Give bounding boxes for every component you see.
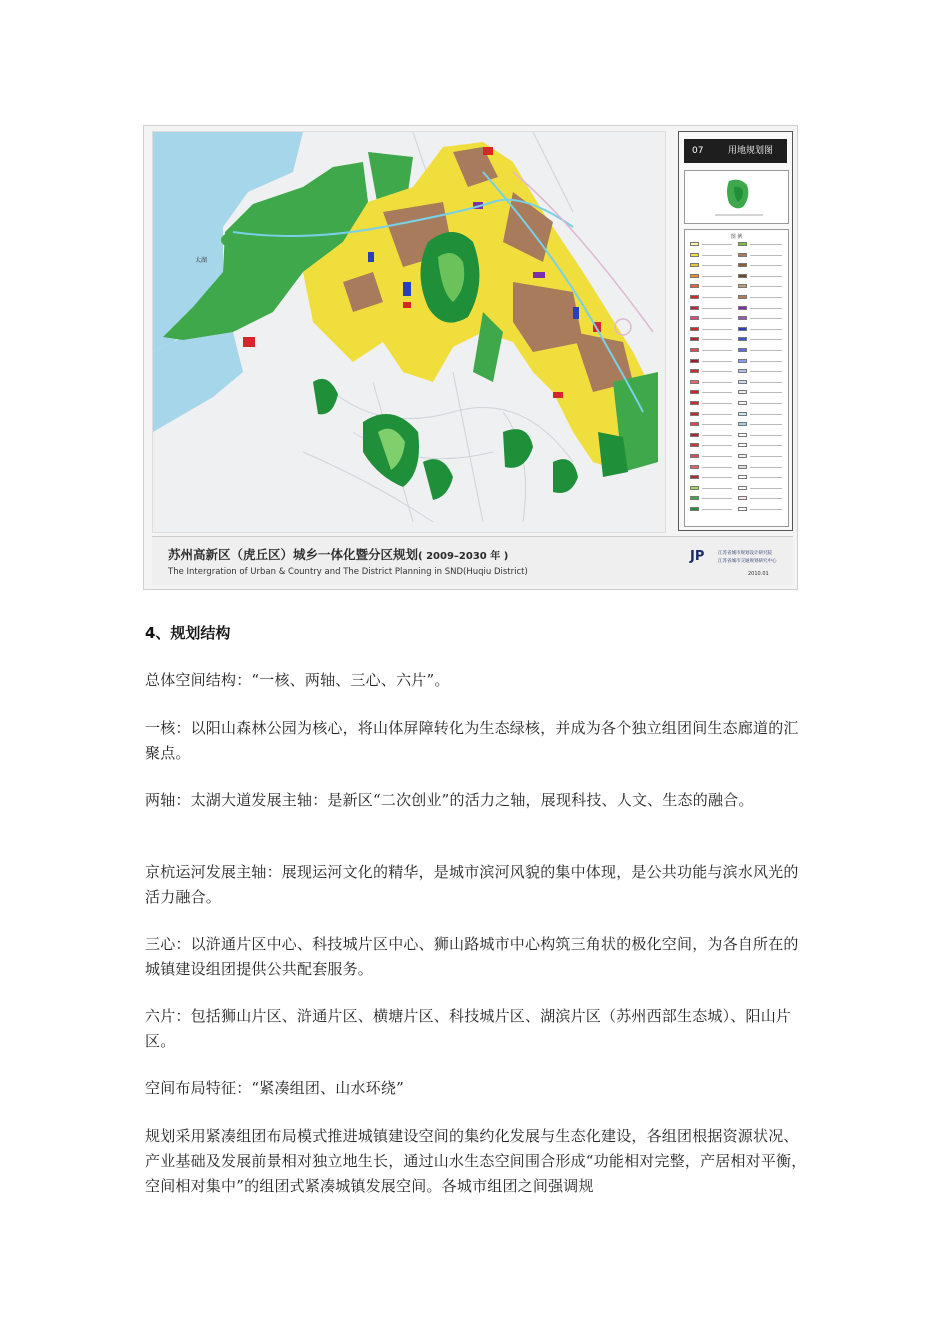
legend-label-line — [702, 339, 732, 340]
legend-swatch — [690, 380, 699, 384]
paragraph-overall-structure: 总体空间结构：“一核、两轴、三心、六片”。 — [145, 671, 450, 689]
legend-swatch — [738, 465, 747, 469]
legend-label-line — [750, 382, 782, 383]
legend-label-line — [702, 382, 732, 383]
legend-swatch — [738, 306, 747, 310]
legend-label-line — [750, 339, 782, 340]
legend-swatch — [738, 401, 747, 405]
org-name-1: 江苏省城市规划设计研究院 — [718, 551, 772, 556]
legend-label-line — [702, 477, 732, 478]
title-years: ( 2009–2030 年 ) — [418, 551, 509, 562]
legend-swatch — [690, 263, 699, 267]
legend-label-line — [702, 308, 732, 309]
legend-swatch — [738, 369, 747, 373]
legend-title: 图 例 — [730, 234, 743, 240]
legend-label-line — [750, 286, 782, 287]
legend-box — [684, 229, 789, 527]
legend-label-line — [702, 329, 732, 330]
legend-swatch — [690, 359, 699, 363]
legend-swatch — [690, 253, 699, 257]
legend-swatch — [690, 401, 699, 405]
legend-swatch — [738, 412, 747, 416]
legend-label-line — [702, 392, 732, 393]
paragraph-three-centers: 三心：以浒通片区中心、科技城片区中心、狮山路城市中心构筑三角状的极化空间，为各自所在的城镇建设组团提供公共配套服务。 — [145, 935, 799, 978]
legend-label-line — [750, 308, 782, 309]
legend-label-line — [750, 456, 782, 457]
legend-label-line — [702, 244, 732, 245]
legend-label-line — [702, 318, 732, 319]
legend-label-line — [702, 509, 732, 510]
legend-swatch — [738, 295, 747, 299]
legend-label-line — [702, 255, 732, 256]
legend-label-line — [702, 424, 732, 425]
legend-label-line — [750, 424, 782, 425]
legend-swatch — [690, 306, 699, 310]
legend-label-line — [702, 371, 732, 372]
figure-date: 2010.01 — [748, 571, 769, 577]
legend-swatch — [738, 274, 747, 278]
legend-label-line — [702, 276, 732, 277]
land-use-plan-figure — [143, 125, 798, 590]
legend-label-line — [750, 445, 782, 446]
legend-label-line — [702, 467, 732, 468]
legend-swatch — [738, 253, 747, 257]
legend-label-line — [702, 414, 732, 415]
legend-label-line — [702, 286, 732, 287]
paragraph-six-districts: 六片：包括狮山片区、浒通片区、横塘片区、科技城片区、湖滨片区（苏州西部生态城）、阳山片区。 — [145, 1007, 792, 1050]
legend-label-line — [750, 403, 782, 404]
legend-label-line — [750, 414, 782, 415]
legend-swatch — [738, 422, 747, 426]
figure-title-cn — [168, 545, 508, 563]
legend-swatch — [738, 496, 747, 500]
location-inset-map — [684, 170, 789, 224]
map-graphic — [153, 132, 665, 532]
legend-swatch — [690, 316, 699, 320]
legend-swatch — [690, 327, 699, 331]
land-use-map — [152, 131, 666, 533]
paragraph-canal-axis: 京杭运河发展主轴：展现运河文化的精华，是城市滨河风貌的集中体现，是公共功能与滨水风光的活力融合。 — [145, 863, 799, 906]
legend-swatch — [690, 486, 699, 490]
legend-swatch — [738, 316, 747, 320]
legend-label-line — [750, 371, 782, 372]
map-title: 用地规划图 — [728, 146, 774, 156]
legend-label-line — [750, 255, 782, 256]
legend-label-line — [702, 265, 732, 266]
legend-swatch — [690, 422, 699, 426]
figure-title-en: The Intergration of Urban & Country and The District Planning in SND(Huqiu District) — [168, 567, 528, 577]
legend-label-line — [750, 244, 782, 245]
institute-logo: JP — [690, 549, 705, 564]
legend-swatch — [738, 380, 747, 384]
paragraph-planning-mode: 规划采用紧凑组团布局模式推进城镇建设空间的集约化发展与生态化建设，各组团根据资源状况、产业基础及发展前景相对独立地生长，通过山水生态空间围合形成“功能相对完整，产居相对平衡，空间相对集中”的组团式紧凑城镇发展空间。各城市组团之间强调规 — [145, 1127, 807, 1195]
legend-swatch — [738, 337, 747, 341]
legend-panel — [678, 131, 793, 531]
legend-swatch — [738, 443, 747, 447]
section-heading: 4、规划结构 — [145, 624, 231, 642]
paragraph-layout-feature: 空间布局特征：“紧凑组团、山水环绕” — [145, 1079, 404, 1097]
legend-label-line — [750, 477, 782, 478]
legend-swatch — [690, 412, 699, 416]
map-number: 07 — [692, 146, 704, 156]
legend-swatch — [738, 284, 747, 288]
legend-swatch — [690, 369, 699, 373]
legend-label-line — [750, 361, 782, 362]
legend-label-line — [750, 392, 782, 393]
legend-label-line — [702, 498, 732, 499]
legend-swatch — [738, 433, 747, 437]
legend-label-line — [750, 488, 782, 489]
legend-swatch — [738, 327, 747, 331]
legend-items — [688, 242, 786, 522]
legend-swatch — [690, 284, 699, 288]
legend-label-line — [750, 265, 782, 266]
legend-label-line — [750, 350, 782, 351]
legend-swatch — [738, 242, 747, 246]
legend-swatch — [738, 475, 747, 479]
legend-swatch — [690, 433, 699, 437]
figure-title-bar — [152, 536, 793, 585]
legend-swatch — [690, 465, 699, 469]
legend-label-line — [750, 276, 782, 277]
legend-label-line — [702, 361, 732, 362]
legend-swatch — [738, 486, 747, 490]
legend-swatch — [690, 295, 699, 299]
legend-swatch — [690, 274, 699, 278]
legend-label-line — [702, 350, 732, 351]
legend-label-line — [702, 456, 732, 457]
legend-label-line — [702, 435, 732, 436]
org-name-2: 江苏省城市交通规划研究中心 — [718, 559, 777, 564]
map-number-header — [684, 139, 787, 163]
legend-label-line — [702, 488, 732, 489]
legend-label-line — [750, 498, 782, 499]
legend-label-line — [702, 403, 732, 404]
legend-label-line — [750, 329, 782, 330]
legend-swatch — [738, 390, 747, 394]
legend-swatch — [738, 454, 747, 458]
legend-swatch — [690, 242, 699, 246]
legend-swatch — [738, 348, 747, 352]
legend-label-line — [750, 509, 782, 510]
legend-swatch — [690, 454, 699, 458]
legend-swatch — [690, 337, 699, 341]
paragraph-two-axes: 两轴：太湖大道发展主轴：是新区“二次创业”的活力之轴，展现科技、人文、生态的融合。 — [145, 791, 754, 809]
legend-swatch — [738, 359, 747, 363]
legend-label-line — [702, 297, 732, 298]
legend-swatch — [690, 496, 699, 500]
legend-label-line — [750, 467, 782, 468]
legend-swatch — [738, 263, 747, 267]
legend-swatch — [690, 390, 699, 394]
legend-label-line — [750, 435, 782, 436]
lake-label-text: 太湖 — [195, 257, 208, 264]
title-cn-main: 苏州高新区（虎丘区）城乡一体化暨分区规划 — [168, 547, 419, 562]
paragraph-one-core: 一核：以阳山森林公园为核心，将山体屏障转化为生态绿核，并成为各个独立组团间生态廊道的汇聚点。 — [145, 719, 799, 762]
legend-swatch — [690, 443, 699, 447]
legend-swatch — [690, 348, 699, 352]
legend-label-line — [750, 297, 782, 298]
legend-swatch — [738, 507, 747, 511]
legend-swatch — [690, 475, 699, 479]
legend-label-line — [750, 318, 782, 319]
legend-label-line — [702, 445, 732, 446]
legend-swatch — [690, 507, 699, 511]
